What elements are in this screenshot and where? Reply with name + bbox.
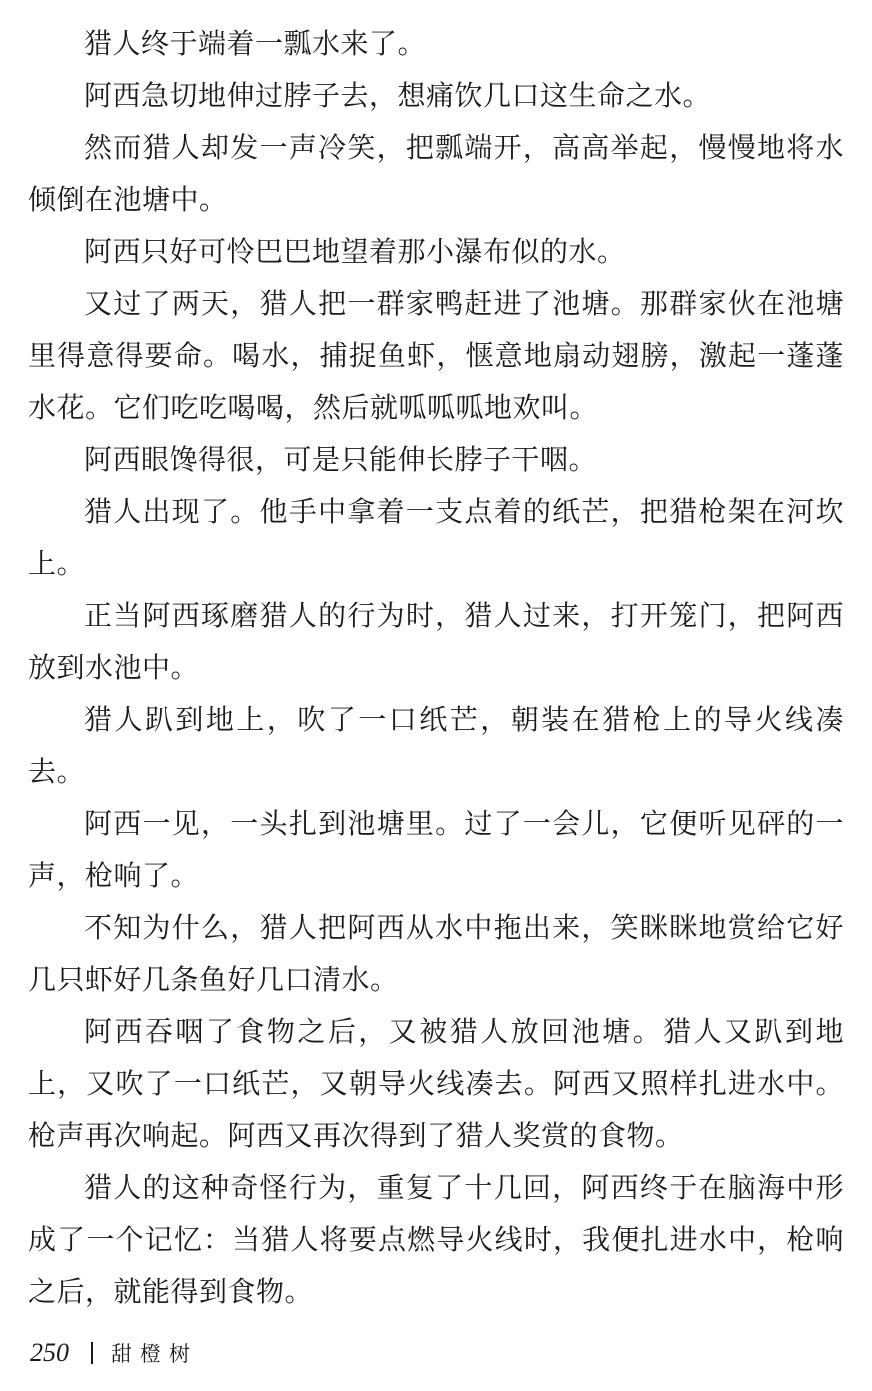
running-title: 甜橙树 <box>111 1342 198 1366</box>
paragraph: 阿西吞咽了食物之后，又被猎人放回池塘。猎人又趴到地上，又吹了一口纸芒，又朝导火线凑去。阿西又照样扎进水中。枪声再次响起。阿西又再次得到了猎人奖赏的食物。 <box>28 1015 844 1152</box>
paragraph: 猎人终于端着一瓢水来了。 <box>84 27 427 60</box>
paragraph: 然而猎人却发一声冷笑，把瓢端开，高高举起，慢慢地将水倾倒在池塘中。 <box>28 131 844 216</box>
paragraph: 不知为什么，猎人把阿西从水中拖出来，笑眯眯地赏给它好几只虾好几条鱼好几口清水。 <box>28 911 844 996</box>
paragraph: 阿西一见，一头扎到池塘里。过了一会儿，它便听见砰的一声，枪响了。 <box>28 807 844 892</box>
paragraph: 阿西眼馋得很，可是只能伸长脖子干咽。 <box>84 443 598 476</box>
paragraph: 正当阿西琢磨猎人的行为时，猎人过来，打开笼门，把阿西放到水池中。 <box>28 599 844 684</box>
paragraph: 又过了两天，猎人把一群家鸭赶进了池塘。那群家伙在池塘里得意得要命。喝水，捕捉鱼虾，惬意地扇动翅膀，激起一蓬蓬水花。它们吃吃喝喝，然后就呱呱呱地欢叫。 <box>28 287 844 424</box>
paragraph: 阿西只好可怜巴巴地望着那小瀑布似的水。 <box>84 235 626 268</box>
page-number: 250 <box>30 1338 69 1367</box>
page-footer <box>30 1333 198 1373</box>
paragraph: 猎人趴到地上，吹了一口纸芒，朝装在猎枪上的导火线凑去。 <box>28 703 844 788</box>
page-body <box>28 18 844 1318</box>
paragraph: 猎人出现了。他手中拿着一支点着的纸芒，把猎枪架在河坎上。 <box>28 495 844 580</box>
paragraph: 猎人的这种奇怪行为，重复了十几回，阿西终于在脑海中形成了一个记忆：当猎人将要点燃导火线时，我便扎进水中，枪响之后，就能得到食物。 <box>28 1171 844 1308</box>
footer-divider <box>91 1342 93 1364</box>
paragraph: 阿西急切地伸过脖子去，想痛饮几口这生命之水。 <box>84 79 712 112</box>
